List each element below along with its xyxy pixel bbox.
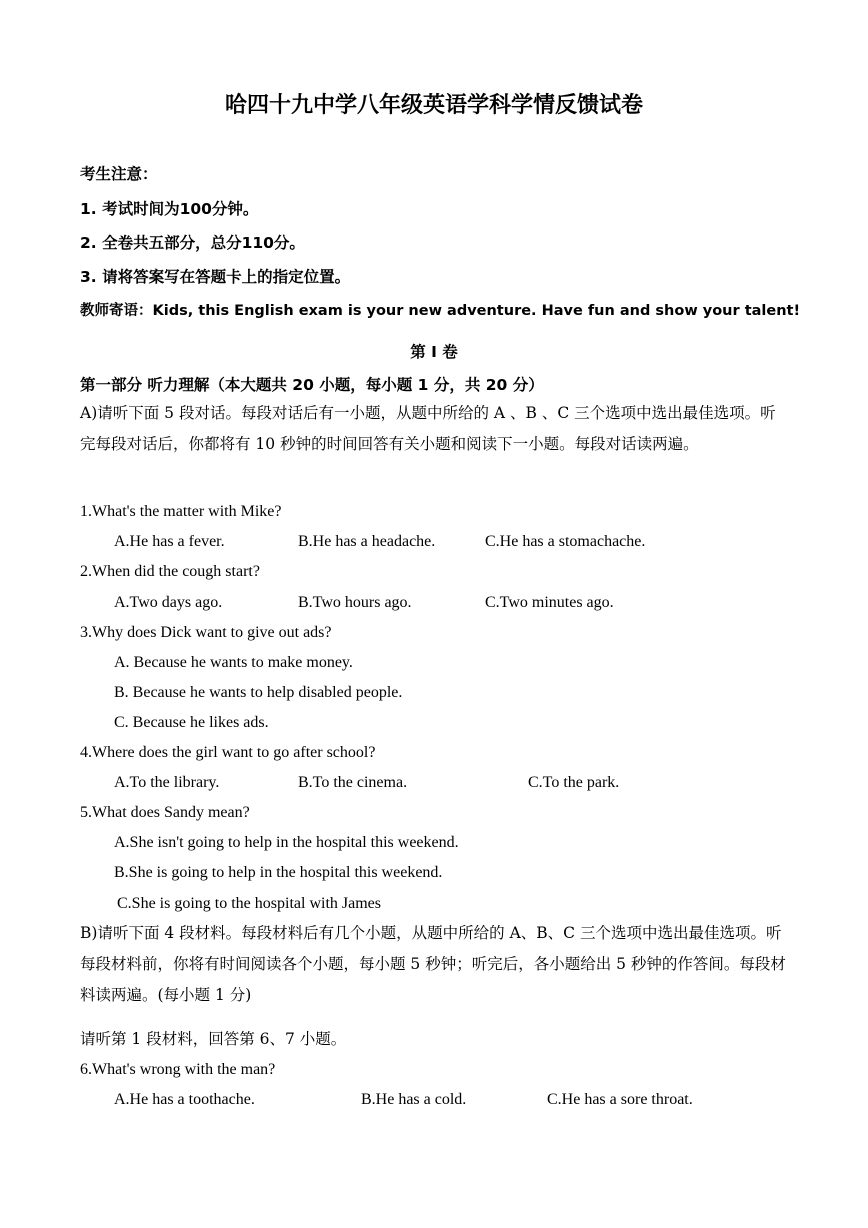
q6-stem: 6.What's wrong with the man? [80,1061,276,1078]
section-b-instructions: B)请听下面 4 段材料。每段材料后有几个小题，从题中所给的 A、B、C 三个选项中选出最佳选项。听每段材料前，你将有时间阅读各个小题，每小题 5 秒钟；听完后，各小题给出 5 秒钟的作答间。每段材料读两遍。(每小题 1 分) [80,924,786,1004]
q5-option-b: B.She is going to help in the hospital this weekend. [114,864,443,881]
q6-option-b: B.He has a cold. [361,1091,467,1108]
q5-option-a: A.She isn't going to help in the hospital this weekend. [114,834,459,851]
q3-option-a: A. Because he wants to make money. [114,654,353,671]
q1-option-a: A.He has a fever. [114,533,225,550]
q2-stem: 2.When did the cough start? [80,563,260,580]
q4-stem: 4.Where does the girl want to go after school? [80,744,376,761]
q2-option-b: B.Two hours ago. [298,594,412,611]
q5-stem: 5.What does Sandy mean? [80,804,250,821]
part1-heading: 第一部分 听力理解（本大题共 20 小题，每小题 1 分，共 20 分） [80,376,544,394]
q2-option-c: C.Two minutes ago. [485,594,614,611]
q5-option-c: C.She is going to the hospital with James [117,895,381,912]
teacher-message: 教师寄语：Kids, this English exam is your new adventure. Have fun and show your talent! [80,303,801,319]
notice-heading: 考生注意： [80,165,158,183]
notice-item-1: 1. 考试时间为100分钟。 [80,200,259,218]
q1-option-c: C.He has a stomachache. [485,533,646,550]
section-a-instructions: A)请听下面 5 段对话。每段对话后有一小题，从题中所给的 A 、B 、C 三个选项中选出最佳选项。听完每段对话后，你都将有 10 秒钟的时间回答有关小题和阅读下一小题。每段对话读两遍。 [80,404,776,453]
notice-item-3: 3. 请将答案写在答题卡上的指定位置。 [80,268,351,286]
volume-label: 第 I 卷 [410,343,458,361]
q3-option-b: B. Because he wants to help disabled people. [114,684,403,701]
q6-option-a: A.He has a toothache. [114,1091,255,1108]
q4-option-b: B.To the cinema. [298,774,408,791]
q1-stem: 1.What's the matter with Mike? [80,503,282,520]
q6-option-c: C.He has a sore throat. [547,1091,693,1108]
material-1-note: 请听第 1 段材料，回答第 6、7 小题。 [80,1030,347,1048]
q2-option-a: A.Two days ago. [114,594,223,611]
q3-option-c: C. Because he likes ads. [114,714,269,731]
q4-option-a: A.To the library. [114,774,220,791]
q4-option-c: C.To the park. [528,774,620,791]
page-title: 哈四十九中学八年级英语学科学情反馈试卷 [224,93,643,118]
q3-stem: 3.Why does Dick want to give out ads? [80,624,332,641]
notice-item-2: 2. 全卷共五部分，总分110分。 [80,234,305,252]
q1-option-b: B.He has a headache. [298,533,436,550]
